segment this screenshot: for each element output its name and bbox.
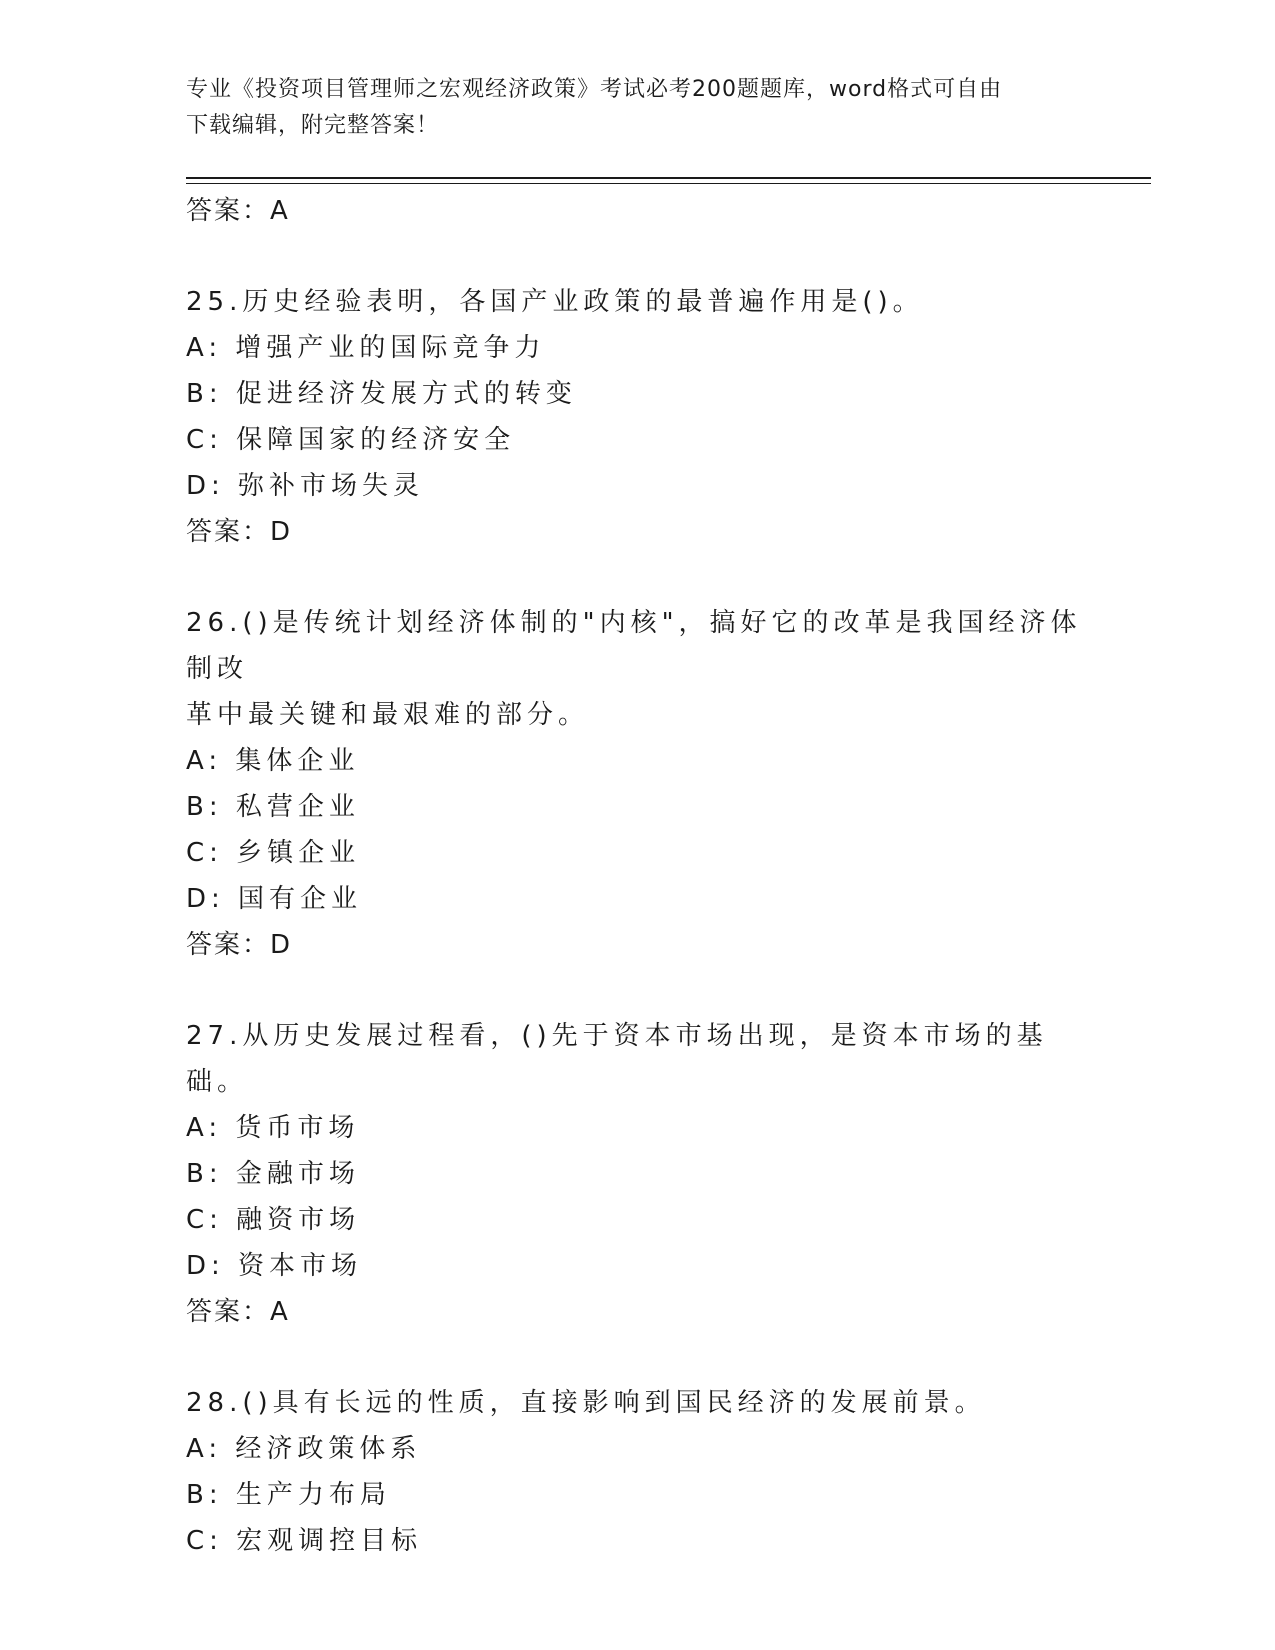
question-stem-line-1: 26.()是传统计划经济体制的"内核"，搞好它的改革是我国经济体制改 bbox=[186, 608, 1082, 684]
question-stem: 25.历史经验表明，各国产业政策的最普遍作用是()。 bbox=[186, 287, 924, 317]
question-27 bbox=[186, 1013, 1086, 1335]
option-a: A: 经济政策体系 bbox=[186, 1434, 422, 1464]
answer: 答案：D bbox=[186, 930, 293, 960]
option-a: A: 货币市场 bbox=[186, 1113, 360, 1143]
option-b: B: 私营企业 bbox=[186, 792, 360, 822]
answer: 答案：A bbox=[186, 1297, 290, 1327]
option-b: B: 金融市场 bbox=[186, 1159, 360, 1189]
header-divider-thick bbox=[186, 177, 1151, 179]
header-line-2: 下载编辑，附完整答案！ bbox=[186, 113, 440, 138]
option-c: C: 宏观调控目标 bbox=[186, 1526, 423, 1556]
option-c: C: 保障国家的经济安全 bbox=[186, 425, 516, 455]
question-stem: 27.从历史发展过程看，()先于资本市场出现，是资本市场的基础。 bbox=[186, 1021, 1048, 1097]
option-c: C: 乡镇企业 bbox=[186, 838, 361, 868]
option-c: C: 融资市场 bbox=[186, 1205, 361, 1235]
option-d: D: 国有企业 bbox=[186, 884, 363, 914]
header-line-1: 专业《投资项目管理师之宏观经济政策》考试必考200题题库，word格式可自由 bbox=[186, 77, 1003, 102]
answer: 答案：D bbox=[186, 517, 293, 547]
question-28 bbox=[186, 1380, 1086, 1564]
question-list bbox=[186, 188, 1086, 1564]
document-header bbox=[186, 72, 1086, 144]
question-25 bbox=[186, 279, 1086, 555]
header-divider-thin bbox=[186, 183, 1151, 184]
question-26 bbox=[186, 600, 1086, 968]
question-stem: 28.()具有长远的性质，直接影响到国民经济的发展前景。 bbox=[186, 1388, 986, 1418]
option-d: D: 弥补市场失灵 bbox=[186, 471, 425, 501]
question-stem-line-2: 革中最关键和最艰难的部分。 bbox=[186, 700, 590, 730]
option-b: B: 促进经济发展方式的转变 bbox=[186, 379, 577, 409]
option-a: A: 增强产业的国际竞争力 bbox=[186, 333, 546, 363]
option-d: D: 资本市场 bbox=[186, 1251, 363, 1281]
option-b: B: 生产力布局 bbox=[186, 1480, 391, 1510]
option-a: A: 集体企业 bbox=[186, 746, 360, 776]
answer-previous: 答案：A bbox=[186, 196, 290, 226]
